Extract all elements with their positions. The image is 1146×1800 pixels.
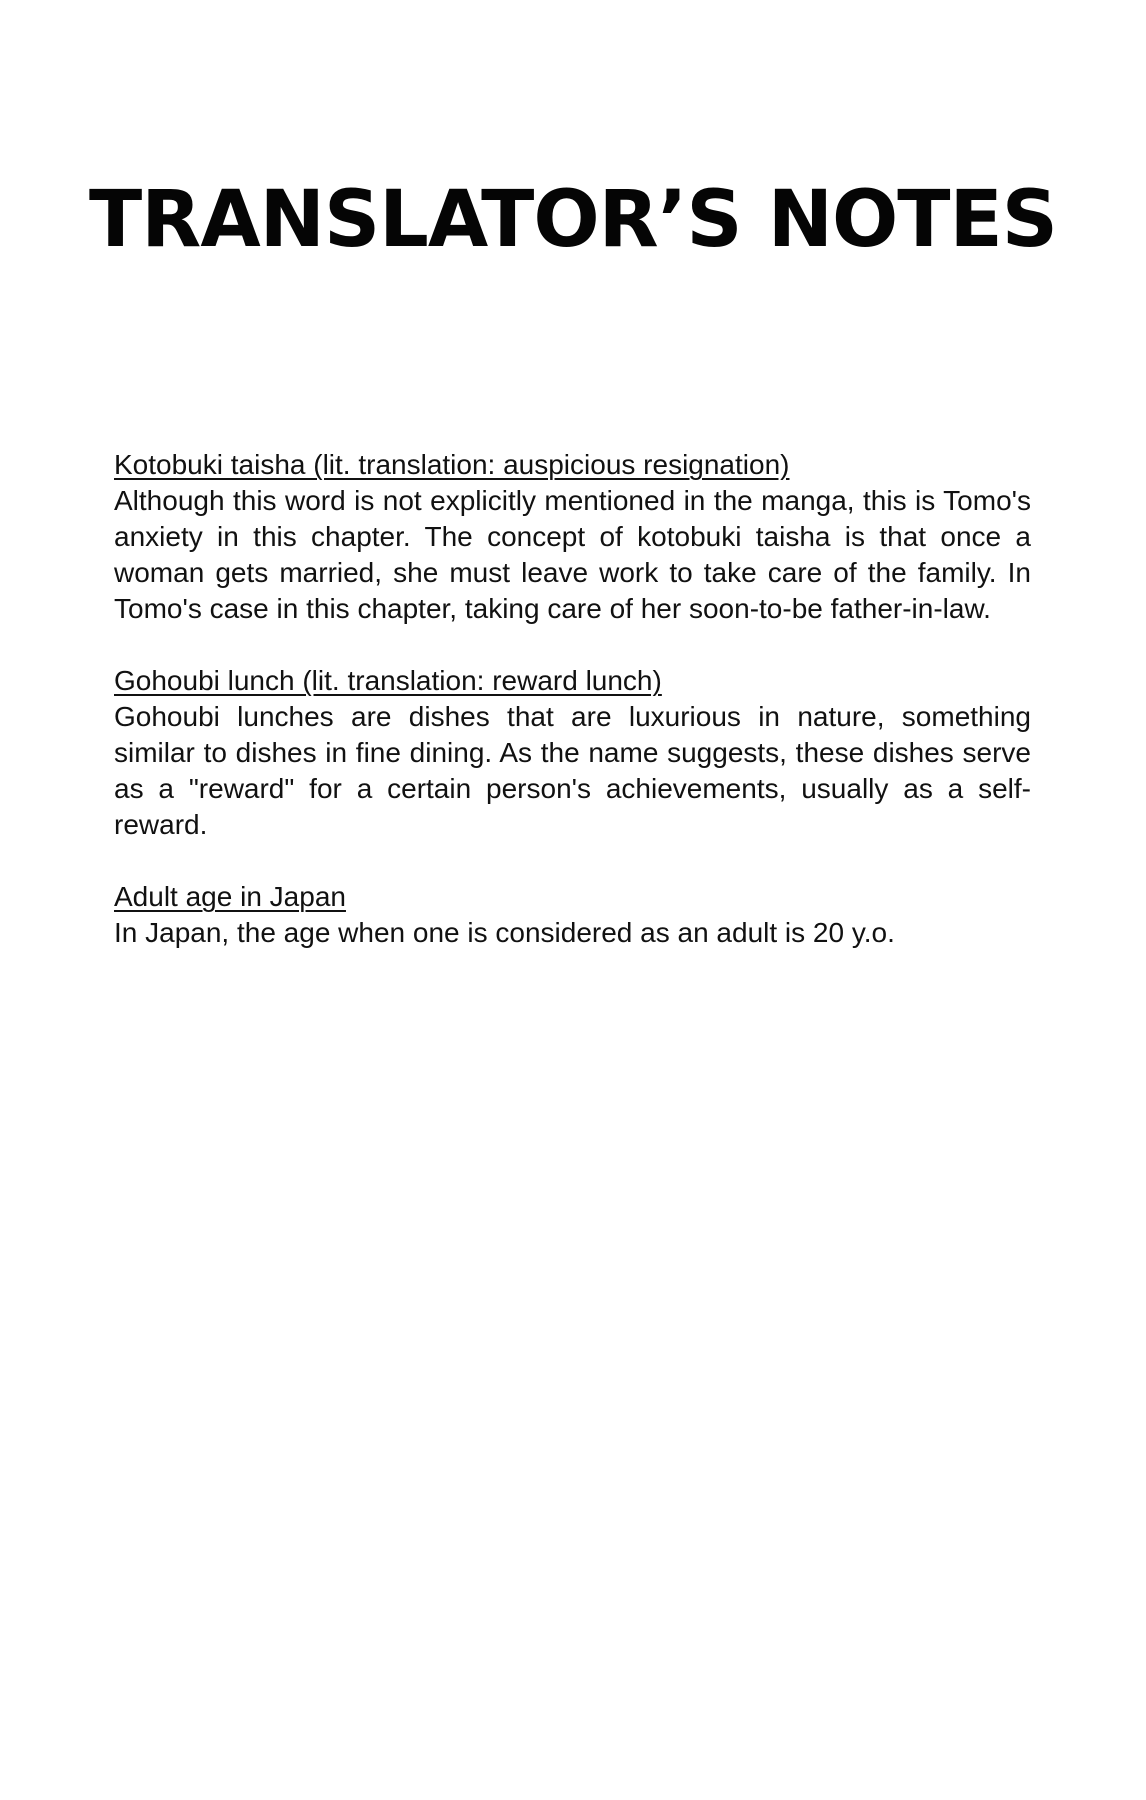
- note-kotobuki-taisha: [114, 447, 1031, 627]
- page-title: TRANSLATOR’S NOTES: [89, 175, 1057, 265]
- note-gohoubi-lunch: [114, 663, 1031, 843]
- note-heading: Adult age in Japan: [114, 881, 346, 912]
- note-body: Gohoubi lunches are dishes that are luxurious in nature, something similar to dishes in fine dining. As the name suggests, these dishes serve as a "reward" for a certain person's achievements, usually as a self-reward.: [114, 701, 1031, 840]
- note-body: In Japan, the age when one is considered as an adult is 20 y.o.: [114, 917, 895, 948]
- note-adult-age-japan: [114, 879, 1031, 951]
- note-body: Although this word is not explicitly mentioned in the manga, this is Tomo's anxiety in this chapter. The concept of kotobuki taisha is that once a woman gets married, she must leave work to take care of the family. In Tomo's case in this chapter, taking care of her soon-to-be father-in-law.: [114, 485, 1031, 624]
- note-heading: Kotobuki taisha (lit. translation: auspicious resignation): [114, 449, 790, 480]
- note-heading: Gohoubi lunch (lit. translation: reward lunch): [114, 665, 662, 696]
- notes-list: [114, 447, 1031, 987]
